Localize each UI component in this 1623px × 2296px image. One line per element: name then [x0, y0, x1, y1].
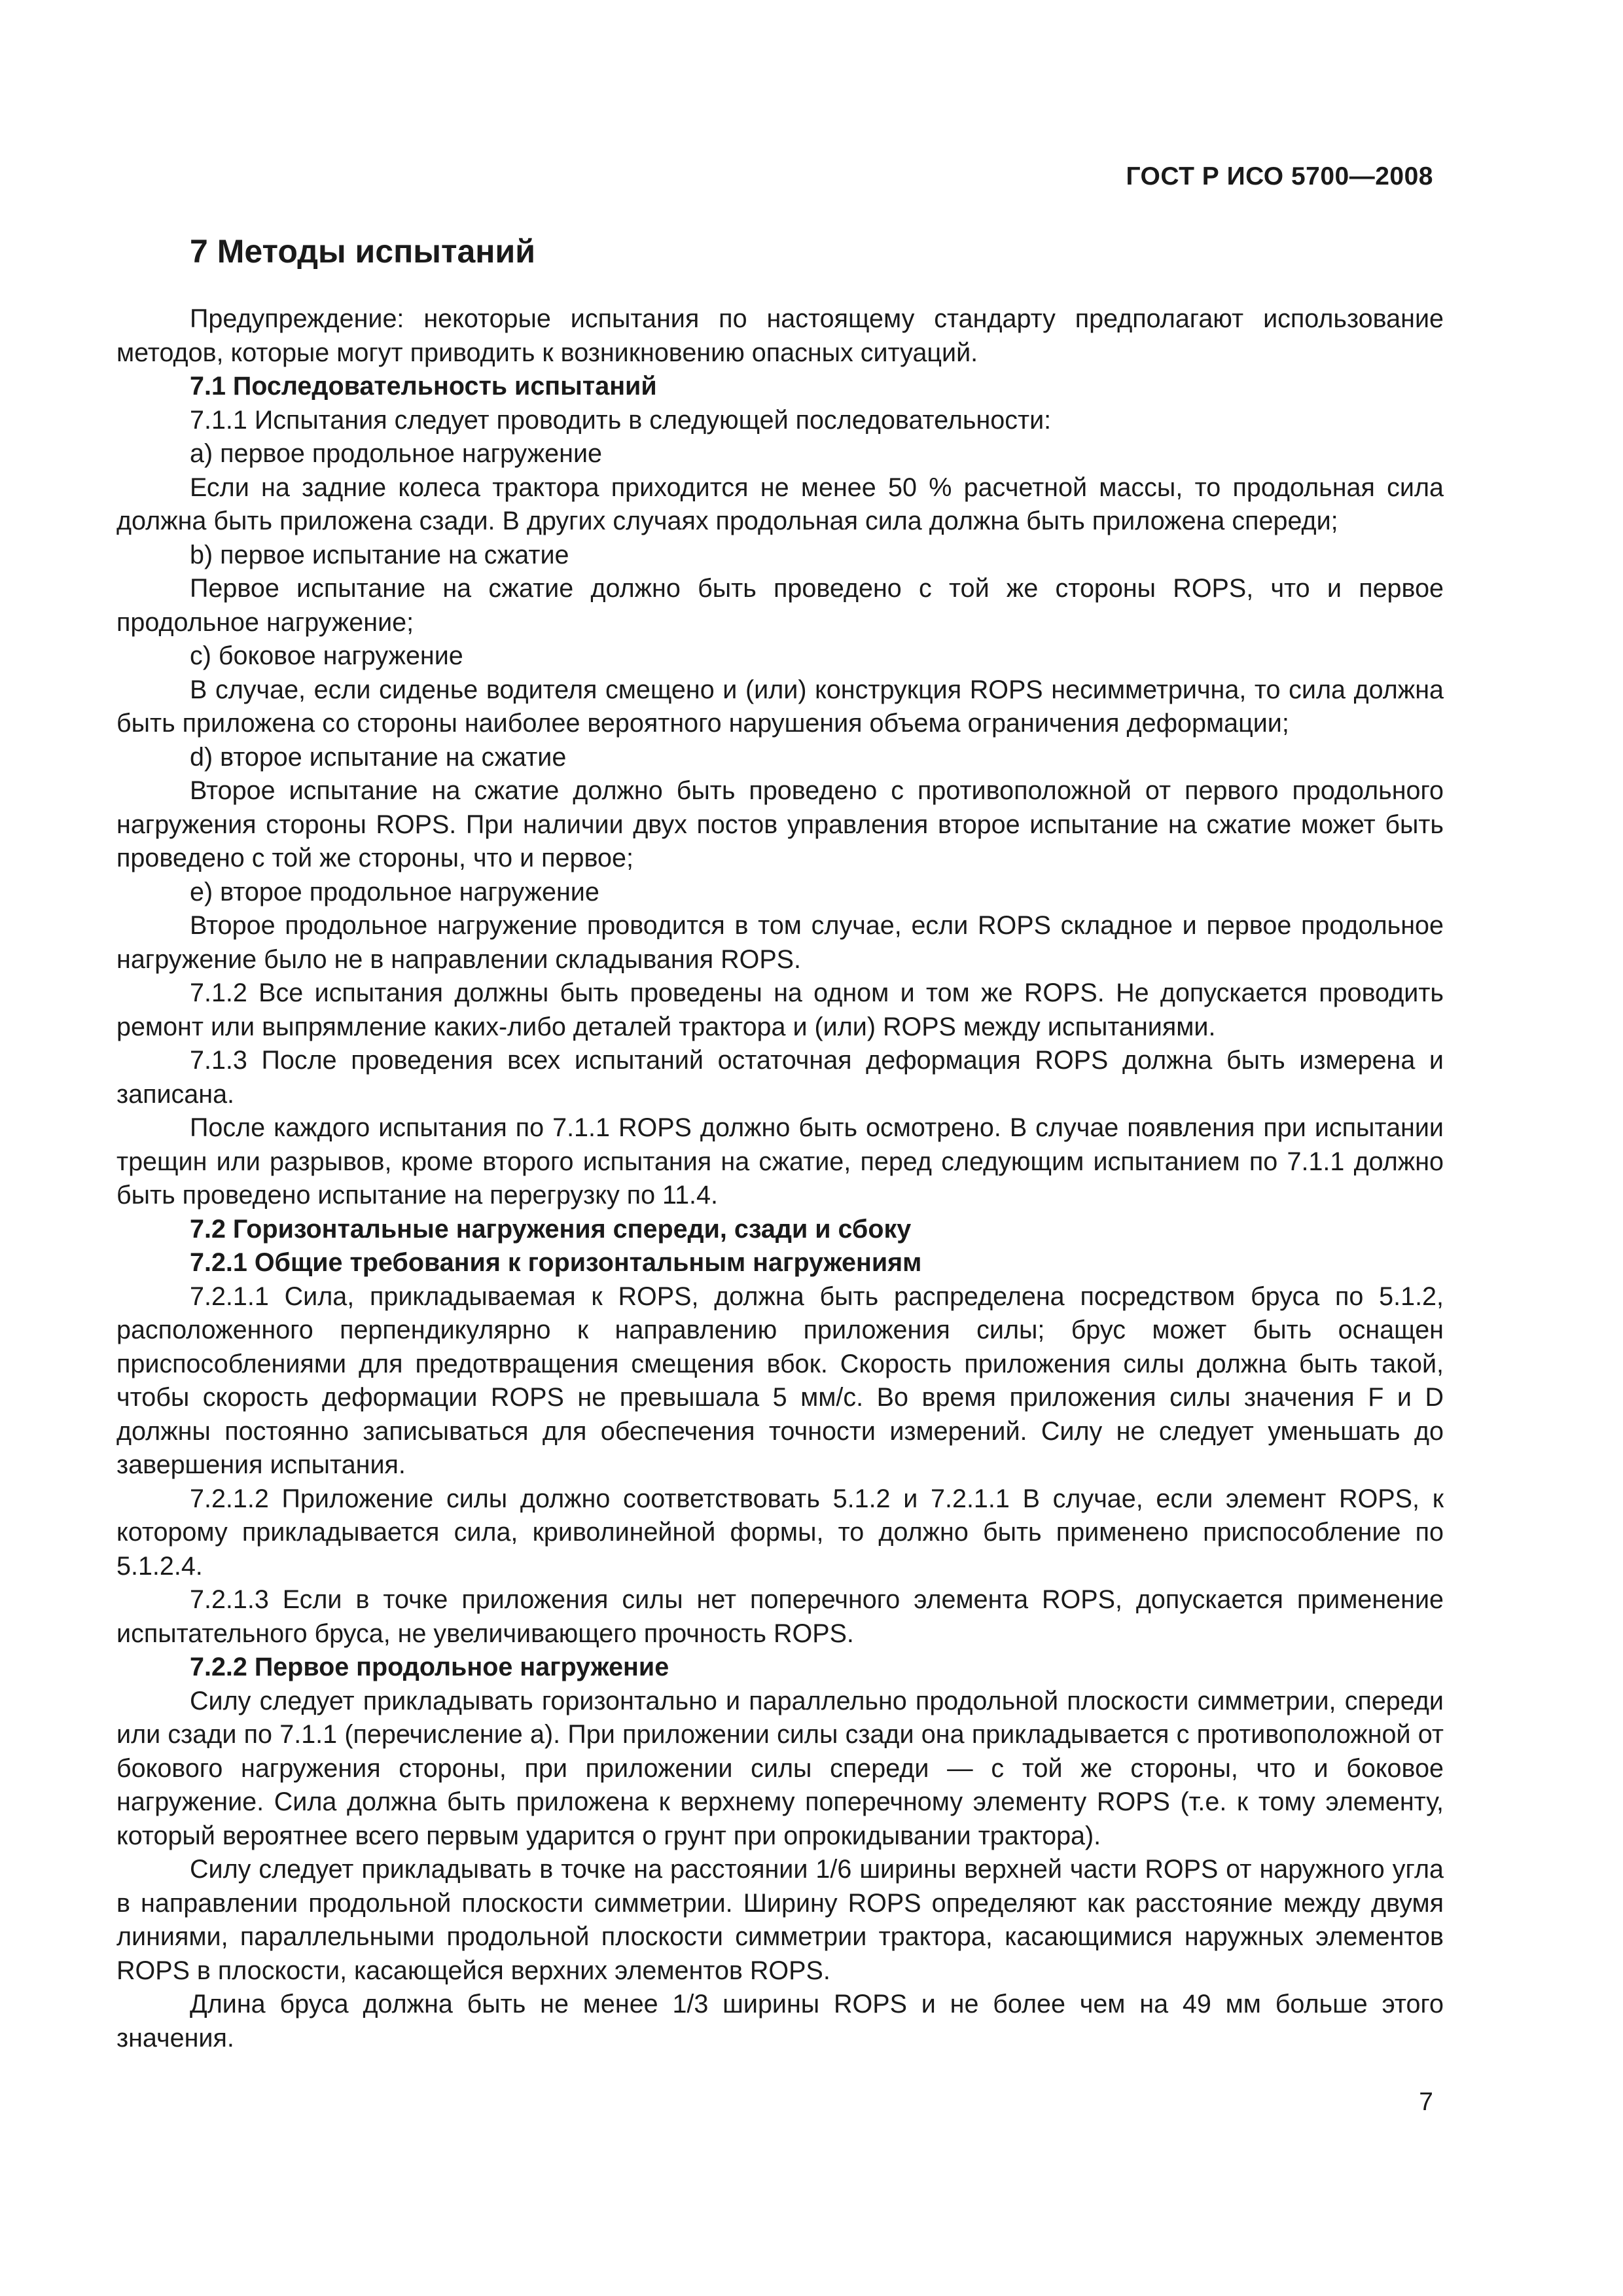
list-item: с) боковое нагружение — [190, 641, 463, 670]
list-item: е) второе продольное нагружение — [190, 877, 599, 906]
paragraph: Длина бруса должна быть не менее 1/3 ширины ROPS и не более чем на 49 мм больше этого значения. — [116, 1990, 1444, 2053]
paragraph: 7.2.1.2 Приложение силы должно соответствовать 5.1.2 и 7.2.1.1 В случае, если элемент ROPS, к которому прикладывается сила, криволинейной формы, то должно быть применено приспособление по 5.1.2.4. — [116, 1484, 1444, 1581]
document-code: ГОСТ Р ИСО 5700—2008 — [1126, 162, 1433, 190]
paragraph: Второе испытание на сжатие должно быть проведено с противоположной от первого продольного нагружения стороны ROPS. При наличии двух постов управления второе испытание на сжатие может быть проведено с той же стороны, что и первое; — [116, 776, 1444, 872]
section-title: 7 Методы испытаний — [190, 233, 535, 270]
subsection-heading: 7.2.1 Общие требования к горизонтальным нагружениям — [190, 1248, 922, 1277]
paragraph: Предупреждение: некоторые испытания по настоящему стандарту предполагают использование методов, которые могут приводить к возникновению опасных ситуаций. — [116, 304, 1444, 367]
paragraph: Если на задние колеса трактора приходится не менее 50 % расчетной массы, то продольная сила должна быть приложена сзади. В других случаях продольная сила должна быть приложена спереди; — [116, 473, 1444, 535]
subsection-heading: 7.1 Последовательность испытаний — [190, 372, 657, 401]
paragraph: Силу следует прикладывать в точке на расстоянии 1/6 ширины верхней части ROPS от наружного угла в направлении продольной плоскости симметрии. Ширину ROPS определяют как расстояние между двумя линиями, параллельными продольной плоскости симметрии трактора, касающимися наружных элементов ROPS в плоскости, касающейся верхних элементов ROPS. — [116, 1855, 1444, 1985]
paragraph: 7.2.1.1 Сила, прикладываемая к ROPS, должна быть распределена посредством бруса по 5.1.2, расположенного перпендикулярно к направлению приложения силы; брус может быть оснащен приспособлениями для предотвращения смещения вбок. Скорость приложения силы должна быть такой, чтобы скорость деформации ROPS не превышала 5 мм/с. Во время приложения силы значения F и D должны постоянно записываться для обеспечения точности измерений. Силу не следует уменьшать до завершения испытания. — [116, 1282, 1444, 1479]
list-item: d) вторoе испытание на сжатие — [190, 742, 567, 772]
subsection-heading: 7.2 Горизонтальные нагружения спереди, сзади и сбоку — [190, 1214, 912, 1244]
list-item: а) первое продольное нагружение — [190, 439, 602, 468]
paragraph: Второе продольное нагружение проводится в том случае, если ROPS складное и первое продольное нагружение было не в направлении складывания ROPS. — [116, 911, 1444, 974]
paragraph: 7.1.3 После проведения всех испытаний остаточная деформация ROPS должна быть измерена и записана. — [116, 1046, 1444, 1109]
paragraph: 7.1.2 Все испытания должны быть проведены на одном и том же ROPS. Не допускается проводить ремонт или выпрямление каких-либо деталей трактора и (или) ROPS между испытаниями. — [116, 978, 1444, 1041]
paragraph: 7.2.1.3 Если в точке приложения силы нет поперечного элемента ROPS, допускается применение испытательного бруса, не увеличивающего прочность ROPS. — [116, 1585, 1444, 1648]
paragraph: В случае, если сиденье водителя смещено и (или) конструкция ROPS несимметрична, то сила должна быть приложена со стороны наиболее вероятного нарушения объема ограничения деформации; — [116, 675, 1444, 738]
page-number: 7 — [1419, 2088, 1433, 2116]
paragraph: Силу следует прикладывать горизонтально и параллельно продольной плоскости симметрии, спереди или сзади по 7.1.1 (перечисление а). При приложении силы сзади она прикладывается с противоположной от бокового нагружения стороны, при приложении силы спереди — с той же стороны, что и боковое нагружение. Сила должна быть приложена к верхнему поперечному элементу ROPS (т.е. к тому элементу, который вероятнее всего первым ударится о грунт при опрокидывании трактора). — [116, 1686, 1444, 1850]
paragraph: 7.1.1 Испытания следует проводить в следующей последовательности: — [190, 405, 1052, 435]
paragraph: Первое испытание на сжатие должно быть проведено с той же стороны ROPS, что и первое продольное нагружение; — [116, 574, 1444, 637]
list-item: b) первое испытание на сжатие — [190, 540, 569, 569]
subsection-heading: 7.2.2 Первое продольное нагружение — [190, 1653, 669, 1681]
paragraph: После каждого испытания по 7.1.1 ROPS должно быть осмотрено. В случае появления при испытании трещин или разрывов, кроме второго испытания на сжатие, перед следующим испытанием по 7.1.1 должно быть проведено испытание на перегрузку по 11.4. — [116, 1113, 1444, 1210]
document-body — [116, 302, 1444, 2055]
